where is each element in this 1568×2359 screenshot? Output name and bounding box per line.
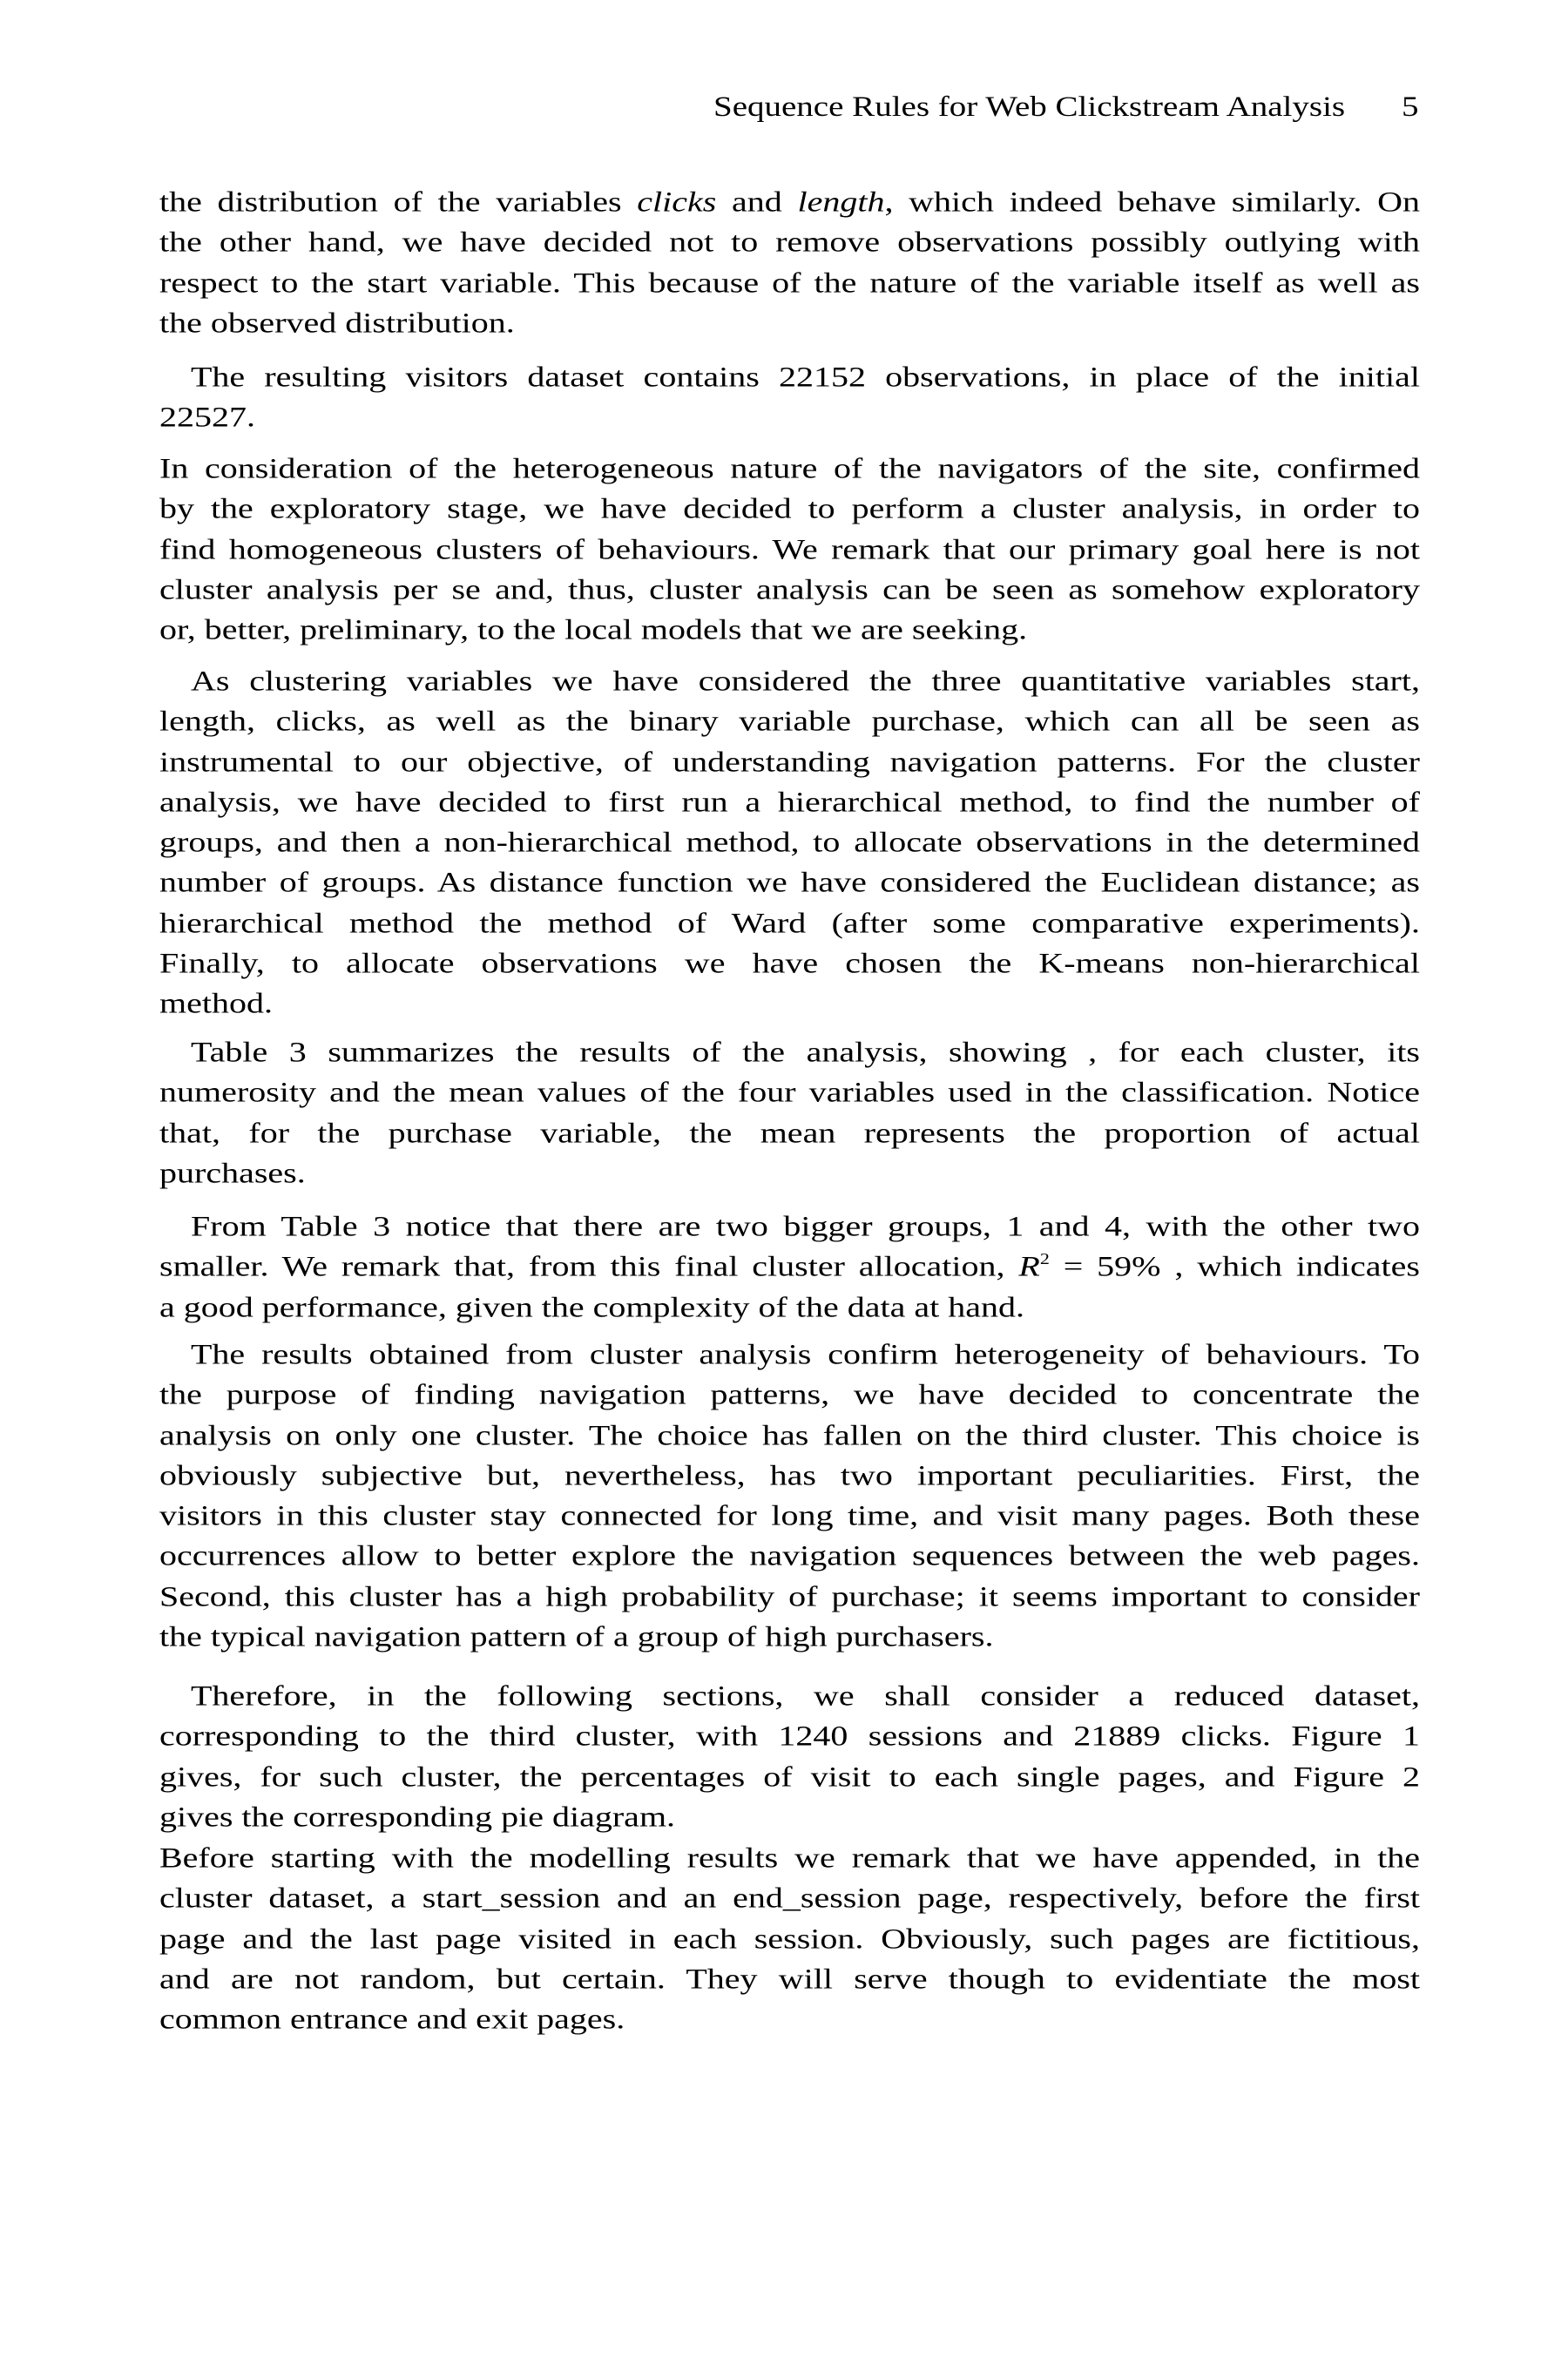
text-run: obviously subjective but, nevertheless, has two important peculiarities. First, the <box>159 1459 1420 1491</box>
text-run: As clustering variables we have considered the three quantitative variables start, <box>191 665 1420 698</box>
text-run: the observed distribution. <box>159 307 515 339</box>
text-run: visitors in this cluster stay connected for long time, and visit many pages. Both these <box>159 1499 1420 1532</box>
text-line <box>159 492 1420 525</box>
text-line <box>159 1459 1420 1492</box>
text-line <box>159 1882 1420 1915</box>
text-run: groups, and then a non-hierarchical method, to allocate observations in the determined <box>159 826 1420 859</box>
text-line <box>159 2003 1420 2036</box>
text-run: find homogeneous clusters of behaviours. We remark that our primary goal here is not <box>159 532 1420 565</box>
text-line <box>159 1499 1420 1532</box>
paragraph <box>159 1032 1420 1193</box>
text-run: instrumental to our objective, of understanding navigation patterns. For the cluster <box>159 745 1420 778</box>
text-line <box>159 1157 1420 1190</box>
text-run: gives the corresponding pie diagram. <box>159 1801 676 1833</box>
text-run: by the exploratory stage, we have decided to perform a cluster analysis, in order to <box>159 492 1420 525</box>
text-run: purchases. <box>159 1157 306 1189</box>
text-line <box>159 907 1420 940</box>
text-run: the purpose of finding navigation patterns, we have decided to concentrate the <box>159 1378 1420 1411</box>
text-run: Therefore, in the following sections, we shall consider a reduced dataset, <box>191 1680 1420 1713</box>
text-line <box>159 705 1420 738</box>
text-run: a good performance, given the complexity of the data at hand. <box>159 1290 1024 1323</box>
text-line <box>159 1761 1420 1794</box>
text-run: 22527. <box>159 401 255 434</box>
text-line <box>159 1923 1420 1956</box>
text-line <box>159 1540 1420 1573</box>
text-run: corresponding to the third cluster, with 1240 sessions and 21889 clicks. Figure 1 <box>159 1720 1420 1753</box>
text-line <box>159 1842 1420 1875</box>
text-line <box>159 1076 1420 1109</box>
text-run: common entrance and exit pages. <box>159 2003 625 2036</box>
text-run: respect to the start variable. This because of the nature of the variable itself as well as <box>159 266 1420 299</box>
text-line <box>159 1680 1420 1713</box>
text-run: smaller. We remark that, from this final cluster allocation, <box>159 1250 1019 1283</box>
text-line <box>159 786 1420 819</box>
text-line <box>159 401 1420 434</box>
text-run: and are not random, but certain. They will serve though to evidentiate the most <box>159 1963 1420 1995</box>
text-line <box>159 573 1420 606</box>
text-run: method. <box>159 987 273 1020</box>
paragraph <box>159 661 1420 1024</box>
text-line <box>159 186 1420 219</box>
text-line <box>159 1378 1420 1411</box>
text-line <box>159 665 1420 698</box>
text-line <box>159 1250 1420 1283</box>
text-run: cluster dataset, a start_session and an end_session page, respectively, before the first <box>159 1882 1420 1915</box>
text-run: and <box>716 186 798 219</box>
text-line <box>159 307 1420 340</box>
italic-term: length <box>797 186 885 219</box>
text-line <box>159 867 1420 900</box>
text-line <box>159 267 1420 300</box>
text-line <box>159 947 1420 980</box>
text-run: analysis, we have decided to first run a hierarchical method, to find the number of <box>159 786 1420 818</box>
text-line <box>159 226 1420 259</box>
text-run: numerosity and the mean values of the four variables used in the classification. Notice <box>159 1076 1420 1109</box>
text-run: In consideration of the heterogeneous nature of the navigators of the site, confirmed <box>159 452 1420 485</box>
text-run: gives, for such cluster, the percentages of visit to each single pages, and Figure 2 <box>159 1760 1420 1793</box>
text-line <box>159 1620 1420 1653</box>
text-line <box>159 613 1420 646</box>
running-title: Sequence Rules for Web Clickstream Analysis <box>713 91 1346 123</box>
paragraph <box>159 1838 1420 2039</box>
text-line <box>159 1338 1420 1371</box>
paragraph <box>159 182 1420 343</box>
text-line <box>159 361 1420 394</box>
text-line <box>159 1720 1420 1753</box>
text-line <box>159 1036 1420 1069</box>
italic-term: clicks <box>637 186 717 219</box>
text-run: the typical navigation pattern of a group of high purchasers. <box>159 1620 994 1653</box>
paragraph <box>159 1335 1420 1657</box>
text-line <box>159 1210 1420 1243</box>
text-line <box>159 1801 1420 1834</box>
paragraph <box>159 449 1420 650</box>
text-run: length, clicks, as well as the binary variable purchase, which can all be seen as <box>159 705 1420 738</box>
text-run: Finally, to allocate observations we have chosen the K-means non-hierarchical <box>159 947 1420 980</box>
italic-term: R <box>1018 1250 1040 1283</box>
text-run: hierarchical method the method of Ward (after some comparative experiments). <box>159 906 1420 939</box>
text-run: The results obtained from cluster analysis confirm heterogeneity of behaviours. To <box>191 1338 1420 1371</box>
text-run: cluster analysis per se and, thus, cluster analysis can be seen as somehow exploratory <box>159 573 1420 605</box>
text-run: that, for the purchase variable, the mean represents the proportion of actual <box>159 1116 1420 1149</box>
text-line <box>159 1117 1420 1150</box>
paragraph <box>159 1207 1420 1328</box>
text-run: the other hand, we have decided not to remove observations possibly outlying with <box>159 226 1420 259</box>
text-run: page and the last page visited in each session. Obviously, such pages are fictitious, <box>159 1922 1420 1955</box>
text-line <box>159 452 1420 485</box>
text-line <box>159 826 1420 859</box>
text-run: Table 3 summarizes the results of the analysis, showing , for each cluster, its <box>191 1036 1420 1069</box>
text-run: or, better, preliminary, to the local models that we are seeking. <box>159 613 1028 646</box>
text-line <box>159 1291 1420 1324</box>
text-run: the distribution of the variables <box>159 186 638 219</box>
text-line <box>159 1963 1420 1996</box>
page-number: 5 <box>1402 91 1419 123</box>
paragraph <box>159 1676 1420 1837</box>
superscript: 2 <box>1039 1250 1050 1268</box>
text-run: occurrences allow to better explore the navigation sequences between the web pages. <box>159 1539 1420 1572</box>
text-run: Before starting with the modelling results we remark that we have appended, in the <box>159 1842 1420 1875</box>
text-line <box>159 746 1420 779</box>
text-run: , which indeed behave similarly. On <box>884 186 1420 219</box>
text-line <box>159 1580 1420 1613</box>
text-line <box>159 988 1420 1021</box>
running-head <box>0 90 1568 125</box>
text-run: From Table 3 notice that there are two bigger groups, 1 and 4, with the other two <box>191 1210 1420 1243</box>
text-line <box>159 533 1420 566</box>
text-run: analysis on only one cluster. The choice has fallen on the third cluster. This choice is <box>159 1418 1420 1451</box>
text-run: The resulting visitors dataset contains 22152 observations, in place of the initial <box>191 361 1420 394</box>
text-run: Second, this cluster has a high probability of purchase; it seems important to consider <box>159 1579 1420 1612</box>
text-run: number of groups. As distance function we have considered the Euclidean distance; as <box>159 866 1420 899</box>
paragraph <box>159 357 1420 438</box>
text-run: = 59% , which indicates <box>1049 1250 1420 1283</box>
text-line <box>159 1419 1420 1452</box>
